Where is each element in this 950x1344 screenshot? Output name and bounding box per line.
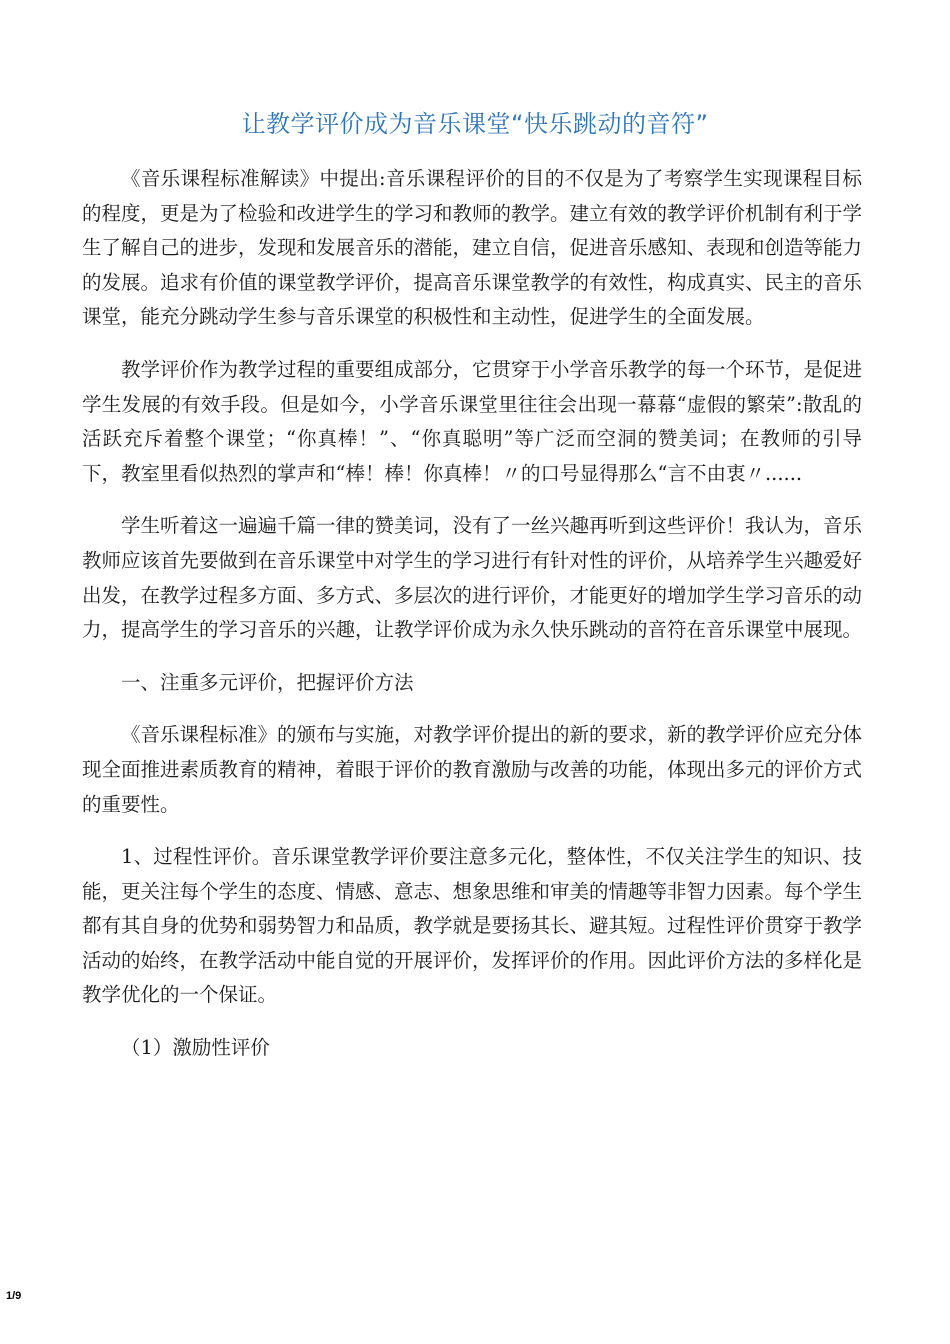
paragraph-student-interest: 学生听着这一遍遍千篇一律的赞美词，没有了一丝兴趣再听到这些评价！我认为，音乐教师应该首先要做到在音乐课堂中对学生的学习进行有针对性的评价，从培养学生兴趣爱好出发，在教学过程多方面、多方式、多层次的进行评价，才能更好的增加学生学习音乐的动力，提高学生的学习音乐的兴趣，让教学评价成为永久快乐跳动的音符在音乐课堂中展现。 bbox=[82, 514, 863, 642]
page-number: 1/9 bbox=[6, 1290, 22, 1302]
paragraph-intro: 《音乐课程标准解读》中提出:音乐课程评价的目的不仅是为了考察学生实现课程目标的程度，更是为了检验和改进学生的学习和教师的教学。建立有效的教学评价机制有利于学生了解自己的进步，发现和发展音乐的潜能，建立自信，促进音乐感知、表现和创造等能力的发展。追求有价值的课堂教学评价，提高音乐课堂教学的有效性，构成真实、民主的音乐课堂，能充分跳动学生参与音乐课堂的积极性和主动性，促进学生的全面发展。 bbox=[82, 167, 863, 329]
subheading-incentive-evaluation: （1）激励性评价 bbox=[121, 1036, 270, 1060]
paragraph-evaluation-role: 教学评价作为教学过程的重要组成部分，它贯穿于小学音乐教学的每一个环节，是促进学生发展的有效手段。但是如今，小学音乐课堂里往往会出现一幕幕“虚假的繁荣”:散乱的活跃充斥着整个课堂；“你真棒！”、“你真聪明”等广泛而空洞的赞美词；在教师的引导下，教室里看似热烈的掌声和“棒！棒！你真棒！〃的口号显得那么“言不由衷〃...... bbox=[82, 357, 863, 485]
paragraph-curriculum-standard: 《音乐课程标准》的颁布与实施，对教学评价提出的新的要求，新的教学评价应充分体现全面推进素质教育的精神，着眼于评价的教育激励与改善的功能，体现出多元的评价方式的重要性。 bbox=[82, 723, 863, 816]
paragraph-process-evaluation: 1、过程性评价。音乐课堂教学评价要注意多元化，整体性，不仅关注学生的知识、技能，更关注每个学生的态度、情感、意志、想象思维和审美的情趣等非智力因素。每个学生都有其自身的优势和弱势智力和品质，教学就是要扬其长、避其短。过程性评价贯穿于教学活动的始终，在教学活动中能自觉的开展评价，发挥评价的作用。因此评价方法的多样化是教学优化的一个保证。 bbox=[82, 845, 863, 1007]
section-heading-1: 一、注重多元评价，把握评价方法 bbox=[121, 670, 414, 694]
document-body bbox=[82, 162, 862, 1084]
document-title: 让教学评价成为音乐课堂“快乐跳动的音符” bbox=[241, 110, 709, 138]
